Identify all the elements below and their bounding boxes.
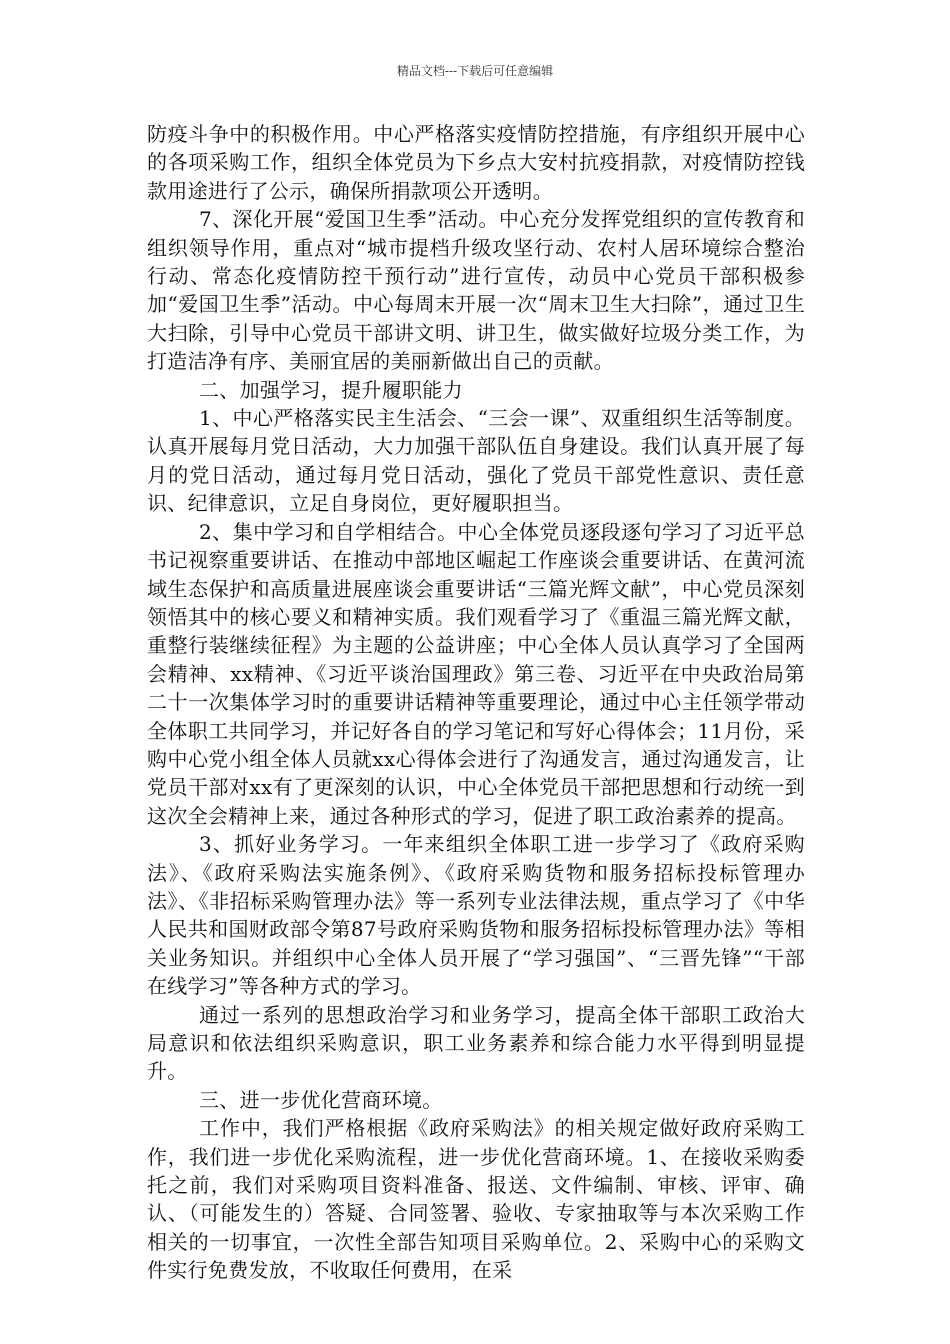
paragraph: 3、抓好业务学习。一年来组织全体职工进一步学习了《政府采购法》、《政府采购法实施条例》、《政府采购货物和服务招标投标管理办法》、《非招标采购管理办法》等一系列专业法律法规，重点学习了《中华人民共和国财政部令第87号政府采购货物和服务招标投标管理办法》等相关业务知识。并组织中心全体人员开展了“学习强国”、“三晋先锋”“干部在线学习”等各种方式的学习。 [147, 832, 805, 999]
paragraph: 工作中，我们严格根据《政府采购法》的相关规定做好政府采购工作，我们进一步优化采购流程，进一步优化营商环境。1、在接收采购委托之前，我们对采购项目资料准备、报送、文件编制、审核、评审、确认、（可能发生的）答疑、合同签署、验收、专家抽取等与本次采购工作相关的一切事宜，一次性全部告知项目采购单位。2、采购中心的采购文件实行免费发放，不收取任何费用，在采 [147, 1116, 805, 1283]
paragraph: 7、深化开展“爱国卫生季”活动。中心充分发挥党组织的宣传教育和组织领导作用，重点对“城市提档升级攻坚行动、农村人居环境综合整治行动、常态化疫情防控干预行动”进行宣传，动员中心党员干部积极参加“爱国卫生季”活动。中心每周末开展一次“周末卫生大扫除”，通过卫生大扫除，引导中心党员干部讲文明、讲卫生，做实做好垃圾分类工作，为打造洁净有序、美丽宜居的美丽新做出自己的贡献。 [147, 207, 805, 374]
page-header: 精品文档---下载后可任意编辑 [396, 64, 554, 78]
paragraph: 1、中心严格落实民主生活会、“三会一课”、双重组织生活等制度。认真开展每月党日活动，大力加强干部队伍自身建设。我们认真开展了每月的党日活动，通过每月党日活动，强化了党员干部党性意识、责任意识、纪律意识，立足自身岗位，更好履职担当。 [147, 406, 805, 516]
paragraph: 2、集中学习和自学相结合。中心全体党员逐段逐句学习了习近平总书记视察重要讲话、在推动中部地区崛起工作座谈会重要讲话、在黄河流域生态保护和高质量进展座谈会重要讲话“三篇光辉文献”，中心党员深刻领悟其中的核心要义和精神实质。我们观看学习了《重温三篇光辉文献，重整行装继续征程》为主题的公益讲座；中心全体人员认真学习了全国两会精神、xx精神、《习近平谈治国理政》第三卷、习近平在中央政治局第二十一次集体学习时的重要讲话精神等重要理论，通过中心主任领学带动全体职工共同学习，并记好各自的学习笔记和写好心得体会；11月份，采购中心党小组全体人员就xx心得体会进行了沟通发言，通过沟通发言，让党员干部对xx有了更深刻的认识，中心全体党员干部把思想和行动统一到这次全会精神上来，通过各种形式的学习，促进了职工政治素养的提高。 [147, 519, 805, 828]
section-heading: 二、加强学习，提升履职能力 [199, 377, 463, 402]
paragraph: 通过一系列的思想政治学习和业务学习，提高全体干部职工政治大局意识和依法组织采购意识，职工业务素养和综合能力水平得到明显提升。 [147, 1002, 805, 1084]
paragraph: 防疫斗争中的积极作用。中心严格落实疫情防控措施，有序组织开展中心的各项采购工作，组织全体党员为下乡点大安村抗疫捐款，对疫情防控钱款用途进行了公示，确保所捐款项公开透明。 [147, 122, 805, 203]
section-heading: 三、进一步优化营商环境。 [199, 1087, 443, 1112]
document-body [147, 120, 805, 1285]
